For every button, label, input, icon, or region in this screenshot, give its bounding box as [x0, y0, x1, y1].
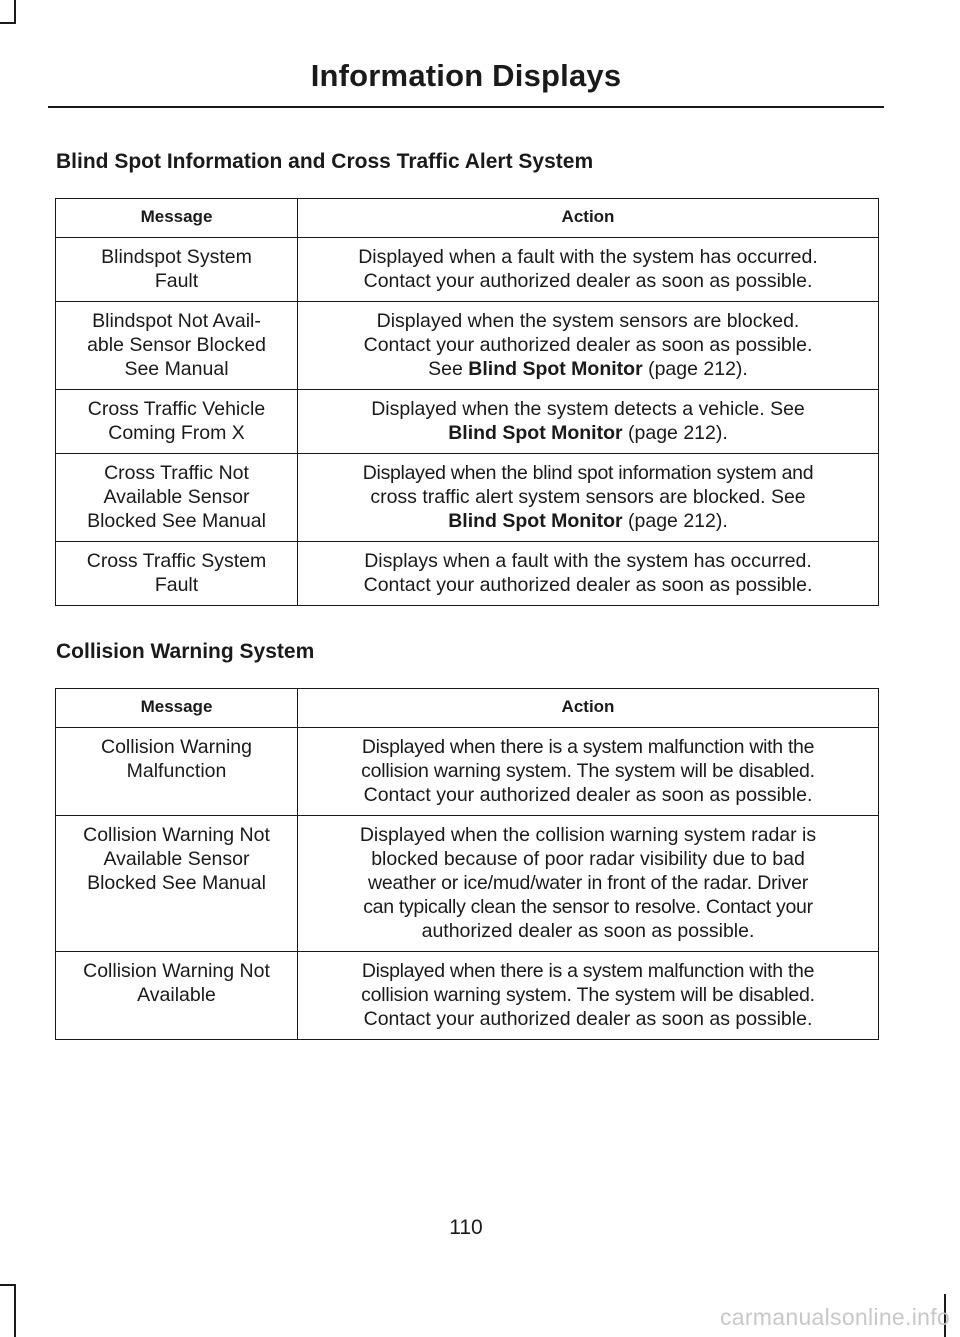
action-cell	[298, 542, 879, 606]
action-line: weather or ice/mud/water in front of the radar. Driver	[367, 872, 809, 894]
action-line: Contact your authorized dealer as soon as possible.	[363, 270, 813, 292]
message-line: Cross Traffic System	[86, 550, 267, 572]
action-cell	[298, 728, 879, 816]
action-cell	[298, 390, 879, 454]
message-line: Cross Traffic Vehicle	[87, 398, 266, 420]
reference-suffix: (page 212).	[642, 358, 748, 380]
table-row	[56, 454, 879, 542]
reference-suffix: (page 212).	[622, 422, 728, 444]
reference-suffix: (page 212).	[622, 510, 728, 532]
action-cell	[298, 238, 879, 302]
table-row	[56, 238, 879, 302]
column-header-action: Action	[298, 689, 879, 728]
table-row	[56, 728, 879, 816]
action-line: Displayed when the system sensors are blocked.	[376, 310, 800, 332]
action-line: Displayed when there is a system malfunction with the	[361, 736, 815, 758]
crop-mark-top-left-vertical	[14, 0, 16, 22]
message-line: Blindspot Not Avail-	[92, 310, 261, 332]
message-line: Collision Warning Not	[83, 960, 270, 982]
message-line: See Manual	[124, 358, 229, 380]
table-row	[56, 302, 879, 390]
action-line: Displayed when there is a system malfunction with the	[361, 960, 815, 982]
action-line: Displays when a fault with the system has occurred.	[364, 550, 812, 572]
section-heading-blind-spot: Blind Spot Information and Cross Traffic Alert System	[56, 150, 594, 173]
message-line: Available Sensor	[103, 486, 250, 508]
column-header-message: Message	[56, 199, 298, 238]
action-line: collision warning system. The system will be disabled.	[361, 984, 815, 1006]
reference-line	[304, 357, 872, 381]
reference-line	[304, 421, 872, 445]
message-line: Collision Warning Not	[83, 824, 270, 846]
action-line: collision warning system. The system will be disabled.	[361, 760, 815, 782]
message-cell	[56, 952, 298, 1040]
reference-prefix: See	[428, 358, 469, 380]
action-line: Displayed when the blind spot information system and	[362, 462, 814, 484]
message-cell	[56, 454, 298, 542]
table-header-row	[56, 199, 879, 238]
message-cell	[56, 816, 298, 952]
page-number: 110	[449, 1216, 483, 1239]
table-row	[56, 952, 879, 1040]
action-line: Contact your authorized dealer as soon as possible.	[363, 334, 813, 356]
message-cell	[56, 390, 298, 454]
message-cell	[56, 728, 298, 816]
message-cell	[56, 238, 298, 302]
message-cell	[56, 542, 298, 606]
message-cell	[56, 302, 298, 390]
action-line: Displayed when the system detects a vehicle. See	[371, 398, 805, 420]
message-line: Available	[137, 984, 216, 1006]
title-rule	[48, 106, 884, 108]
action-line: Contact your authorized dealer as soon as possible.	[363, 574, 813, 596]
action-cell	[298, 816, 879, 952]
action-line: Contact your authorized dealer as soon as possible.	[363, 784, 813, 806]
action-cell	[298, 302, 879, 390]
action-line: can typically clean the sensor to resolve. Contact your	[363, 896, 813, 918]
crop-mark-top-left-horizontal	[0, 22, 16, 24]
message-line: Coming From X	[108, 422, 245, 444]
table-row	[56, 390, 879, 454]
watermark: carmanualsonline.info	[719, 1304, 950, 1330]
section-heading-collision-warning: Collision Warning System	[56, 640, 315, 663]
message-line: Blindspot System	[101, 246, 252, 268]
reference-link[interactable]: Blind Spot Monitor	[448, 422, 623, 444]
message-line: Malfunction	[126, 760, 227, 782]
column-header-message: Message	[56, 689, 298, 728]
message-line: Collision Warning	[100, 736, 252, 758]
message-line: Cross Traffic Not	[104, 462, 249, 484]
table-row	[56, 542, 879, 606]
message-line: Blocked See Manual	[87, 872, 266, 894]
message-line: Available Sensor	[103, 848, 250, 870]
reference-line	[304, 509, 872, 533]
page-title: Information Displays	[310, 58, 622, 93]
action-line: Contact your authorized dealer as soon as possible.	[363, 1008, 813, 1030]
message-line: able Sensor Blocked	[87, 334, 266, 356]
table-row	[56, 816, 879, 952]
crop-mark-bottom-left-horizontal	[0, 1284, 16, 1286]
action-line: Displayed when a fault with the system has occurred.	[358, 246, 818, 268]
message-line: Blocked See Manual	[87, 510, 266, 532]
action-line: blocked because of poor radar visibility due to bad	[371, 848, 805, 870]
column-header-action: Action	[298, 199, 879, 238]
collision-warning-messages-table	[55, 688, 879, 1040]
action-cell	[298, 952, 879, 1040]
message-line: Fault	[154, 270, 199, 292]
blind-spot-messages-table	[55, 198, 879, 606]
reference-link[interactable]: Blind Spot Monitor	[468, 358, 643, 380]
crop-mark-bottom-left-vertical	[14, 1284, 16, 1337]
action-line: cross traffic alert system sensors are blocked. See	[370, 486, 806, 508]
action-line: authorized dealer as soon as possible.	[421, 920, 755, 942]
table-header-row	[56, 689, 879, 728]
action-cell	[298, 454, 879, 542]
action-line: Displayed when the collision warning system radar is	[359, 824, 817, 846]
reference-link[interactable]: Blind Spot Monitor	[448, 510, 623, 532]
message-line: Fault	[154, 574, 199, 596]
